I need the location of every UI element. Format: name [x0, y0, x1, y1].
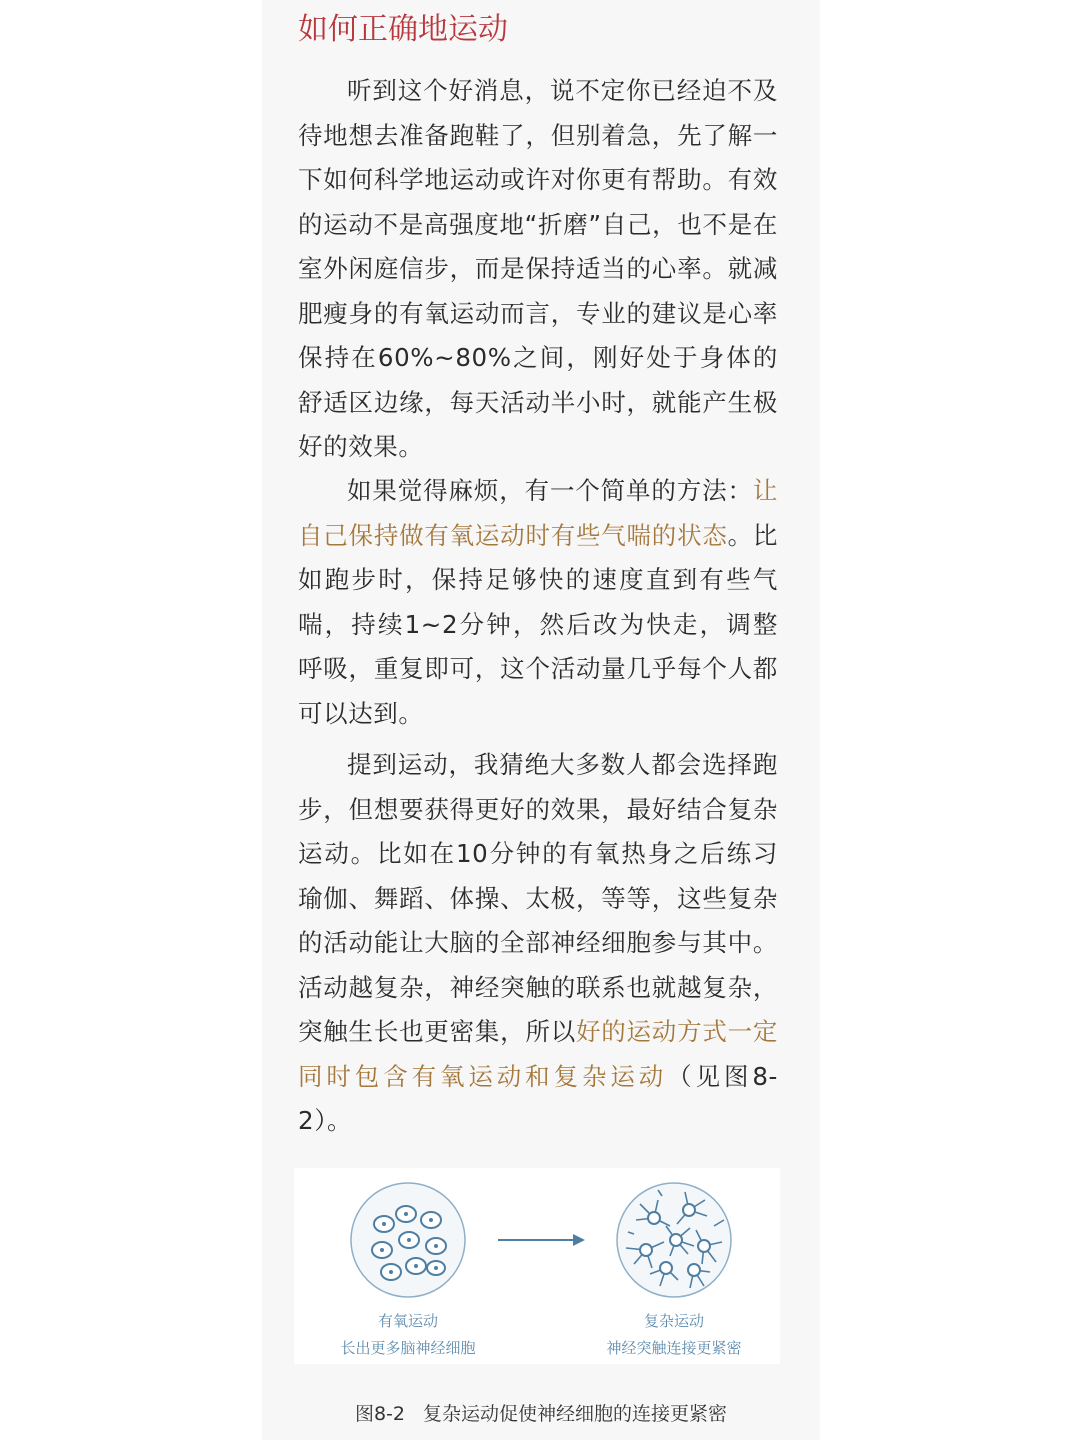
- neuron-cells-icon: [351, 1183, 465, 1297]
- book-page: [262, 0, 820, 1440]
- figure-left-label-desc: 长出更多脑神经细胞: [340, 1339, 476, 1357]
- paragraph-1: [298, 69, 778, 470]
- figure-caption-number: 图8-2: [354, 1403, 406, 1425]
- figure-right-label-title: 复杂运动: [643, 1312, 704, 1330]
- section-title: 如何正确地运动: [298, 12, 508, 47]
- figure-right-label: [574, 1308, 774, 1362]
- figure-caption-text: 复杂运动促使神经细胞的连接更紧密: [423, 1403, 728, 1425]
- paragraph-3-highlight: 好的运动方式一定同时包含有氧运动和复杂运动: [298, 1017, 778, 1091]
- figure-8-2: [294, 1168, 780, 1364]
- figure-caption: [262, 1399, 820, 1426]
- paragraph-2: [298, 469, 778, 736]
- paragraph-3: [298, 743, 778, 1144]
- paragraph-2-highlight: 让自己保持做有氧运动时有些气喘的状态: [298, 476, 778, 550]
- arrow-right-icon: [498, 1234, 585, 1246]
- paragraph-3-text-end: （见图8-2）。: [298, 1061, 778, 1135]
- figure-right-label-desc: 神经突触连接更紧密: [606, 1339, 742, 1357]
- connected-neurons-icon: [617, 1183, 731, 1297]
- figure-left-label-title: 有氧运动: [377, 1312, 438, 1330]
- paragraph-2-text: 如果觉得麻烦，有一个简单的方法：: [347, 476, 753, 505]
- paragraph-2-text-end: 。比如跑步时，保持足够快的速度直到有些气喘，持续1~2分钟，然后改为快走，调整呼吸，重复即可，这个活动量几乎每个人都可以达到。: [298, 520, 778, 728]
- paragraph-3-text: 提到运动，我猜绝大多数人都会选择跑步，但想要获得更好的效果，最好结合复杂运动。比如在10分钟的有氧热身之后练习瑜伽、舞蹈、体操、太极，等等，这些复杂的活动能让大脑的全部神经细胞参与其中。活动越复杂，神经突触的联系也就越复杂，突触生长也更密集，所以: [298, 750, 778, 1046]
- figure-left-label: [308, 1308, 508, 1362]
- paragraph-1-text: 听到这个好消息，说不定你已经迫不及待地想去准备跑鞋了，但别着急，先了解一下如何科学地运动或许对你更有帮助。有效的运动不是高强度地“折磨”自己，也不是在室外闲庭信步，而是保持适当的心率。就减肥瘦身的有氧运动而言，专业的建议是心率保持在60%~80%之间，刚好处于身体的舒适区边缘，每天活动半小时，就能产生极好的效果。: [298, 76, 778, 461]
